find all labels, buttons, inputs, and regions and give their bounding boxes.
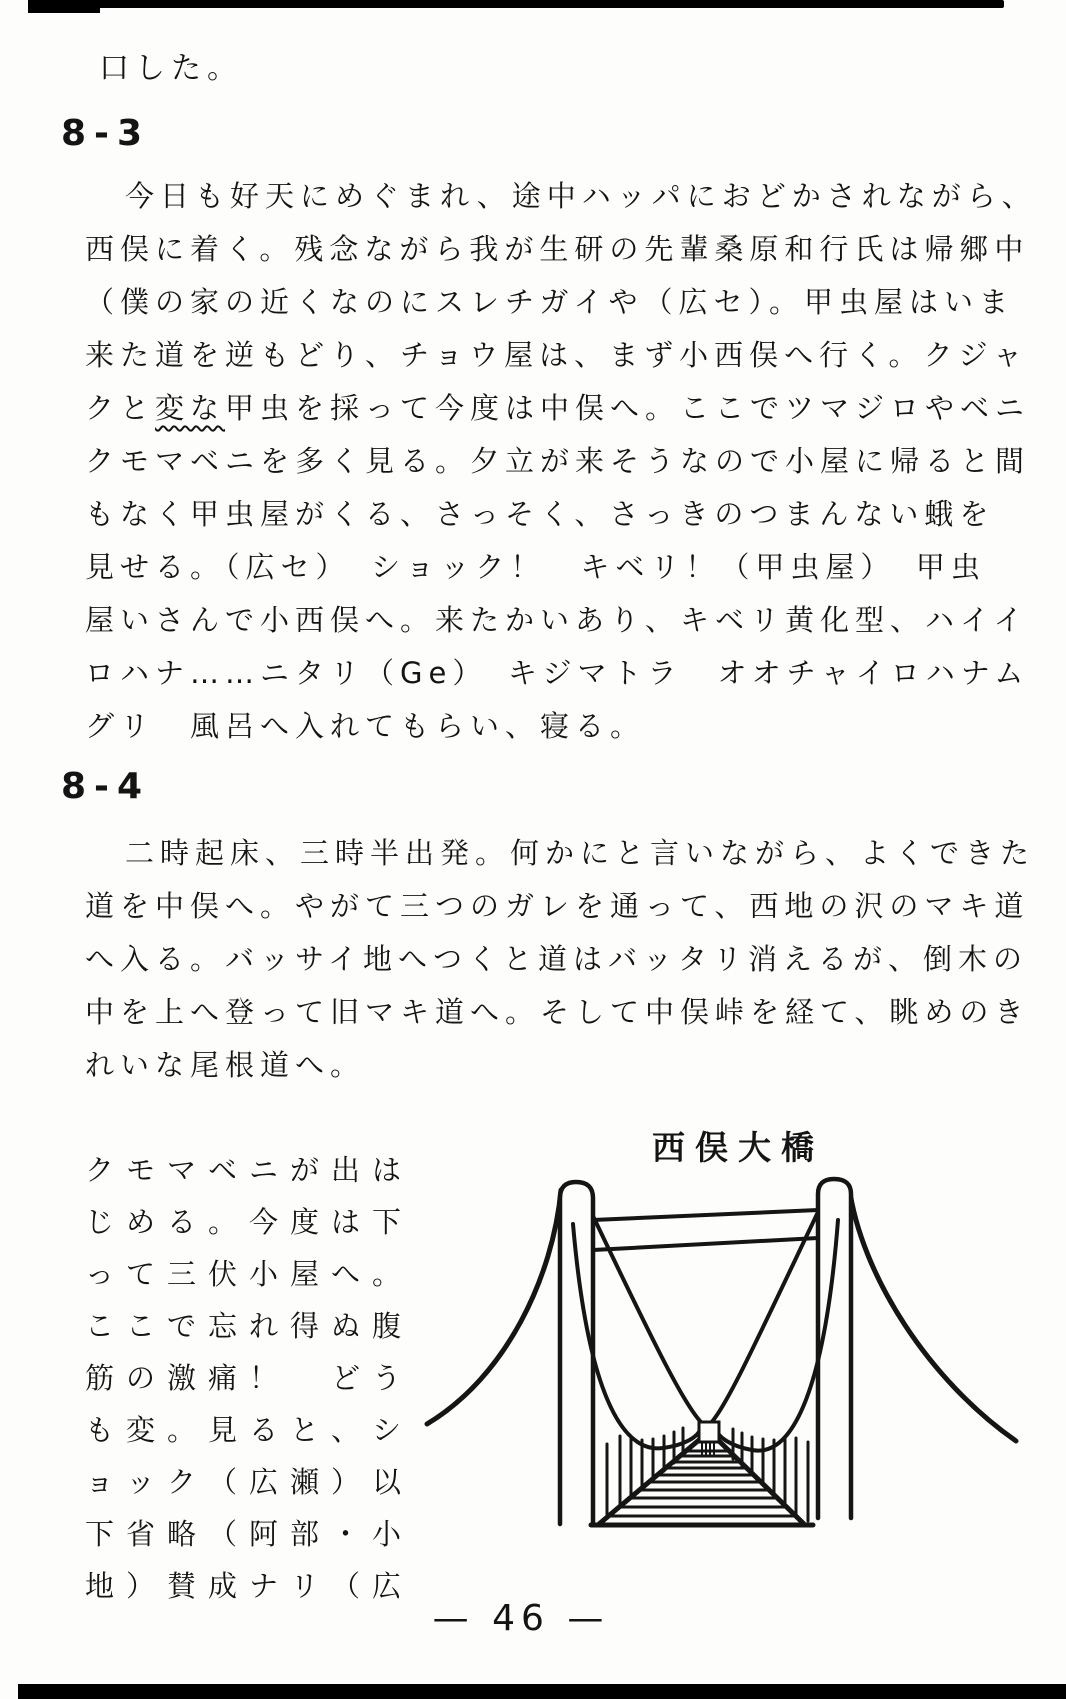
text-line: じめる。今度は下 [85, 1205, 414, 1239]
text-line: ここで忘れ得ぬ腹 [85, 1309, 414, 1343]
text-line: クモマベニが出は [85, 1153, 414, 1187]
text-line: グリ 風呂へ入れてもらい、寝る。 [85, 709, 646, 743]
text-line: れいな尾根道へ。 [85, 1048, 366, 1082]
text-line: 今日も好天にめぐまれ、途中ハッパにおどかされながら、 [125, 179, 1037, 213]
bridge-center-gate [699, 1422, 719, 1454]
figure-caption: 西俣大橋 [652, 1128, 824, 1167]
text-line: 西俣に着く。残念ながら我が生研の先輩桑原和行氏は帰郷中 [85, 232, 1030, 266]
text-line: （僕の家の近くなのにスレチガイや（広セ）。甲虫屋はいま [85, 285, 1015, 319]
text-line: 来た道を逆もどり、チョウ屋は、まず小西俣へ行く。クジャ [85, 338, 1028, 372]
bridge-cross-beams [593, 1210, 818, 1250]
bridge-figure [415, 1104, 1025, 1612]
narrow-text-column [85, 1104, 415, 1612]
text-line: 二時起床、三時半出発。何かにと言いながら、よくできた [125, 836, 1036, 870]
text-line: も変。見ると、シ [85, 1413, 414, 1447]
text-line: って三伏小屋へ。 [85, 1257, 414, 1291]
text-line: クモマベニを多く見る。夕立が来そうなので小屋に帰ると間 [85, 444, 1031, 478]
text-segment: 甲虫を採って今度は中俣へ。ここでツマジロやベニ [225, 391, 1031, 425]
scan-edge-bottom [18, 1684, 1066, 1699]
bridge-outer-cables [427, 1186, 1016, 1441]
text-line: 中を上へ登って旧マキ道へ。そして中俣峠を経て、眺めのき [85, 995, 1030, 1029]
bridge-deck-planks [608, 1451, 796, 1516]
text-segment: クと [85, 391, 156, 425]
text-line: 屋いさんで小西俣へ。来たかいあり、キベリ黄化型、ハイイ [85, 603, 1029, 637]
bottom-section [85, 1104, 1030, 1612]
text-line: 道を中俣へ。やがて三つのガレを通って、西地の沢のマキ道 [85, 889, 1030, 923]
page-number: — 46 — [432, 1598, 610, 1639]
text-line: ョック（広瀬）以 [85, 1465, 414, 1499]
paragraph-8-3 [85, 170, 1037, 753]
bridge-drawing-svg [415, 1176, 1025, 1536]
paragraph-8-4 [85, 827, 1036, 1092]
text-line: もなく甲虫屋がくる、さっそく、さっきのつまんない蛾を [85, 497, 995, 531]
section-heading-8-3: 8-3 [61, 113, 151, 154]
scan-edge-top [28, 0, 1004, 8]
text-line: 口した。 [99, 51, 243, 86]
text-line: 見せる。（広セ） ショック！ キベリ！（甲虫屋） 甲虫 [85, 550, 986, 584]
wavy-underlined-text: 変な [155, 391, 226, 425]
text-line: 地）賛成ナリ（広 [85, 1569, 414, 1603]
section-heading-8-4: 8-4 [61, 766, 151, 807]
text-line: へ入る。バッサイ地へつくと道はバッタリ消えるが、倒木の [85, 942, 1028, 976]
text-line: 下省略（阿部・小 [85, 1517, 414, 1551]
text-line: ロハナ……ニタリ（Ge） キジマトラ オオチャイロハナム [85, 656, 1030, 690]
text-line: 筋の激痛！ どう [85, 1361, 414, 1395]
page-body [61, 46, 1037, 1612]
text-line [85, 382, 1030, 435]
